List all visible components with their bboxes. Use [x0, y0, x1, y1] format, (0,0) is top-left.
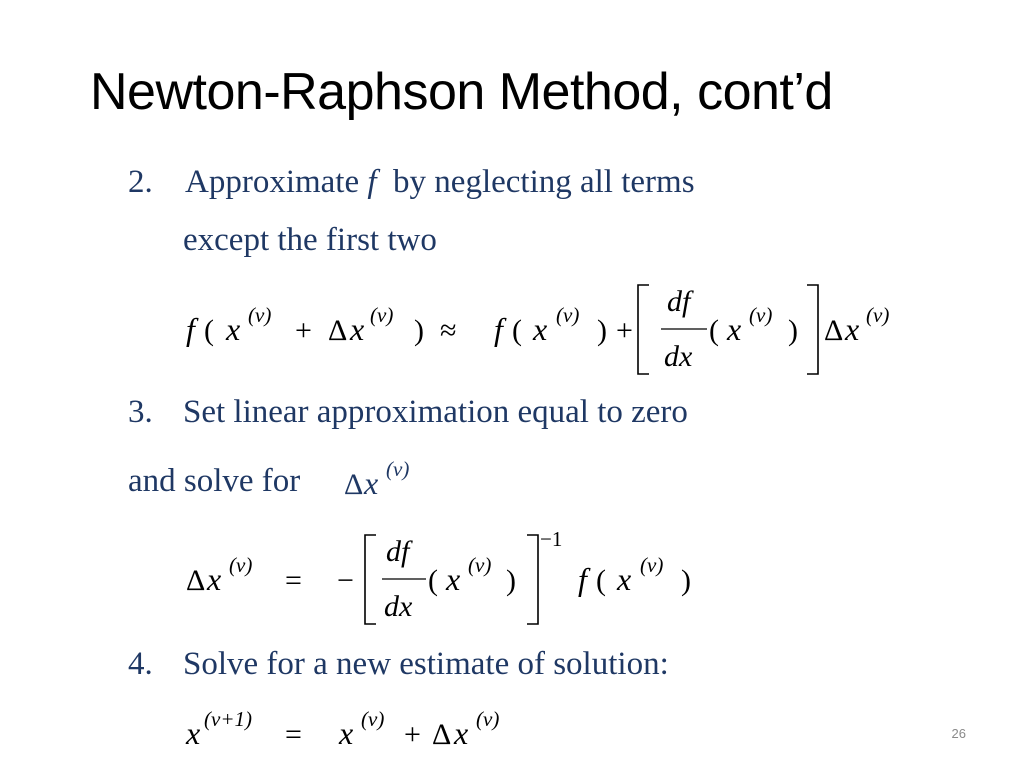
eq1-rparen3: ) [788, 314, 798, 347]
eq2-lparen: ( [428, 564, 438, 597]
eq1-rparen: ) [414, 314, 424, 347]
eq3-x3: x [454, 715, 469, 751]
eq2-minus: − [337, 564, 354, 597]
eq1-x: x [226, 311, 241, 347]
eq2-sup-v2: (v) [468, 553, 492, 577]
eq3-x: x [186, 715, 201, 751]
eq2-f: f [578, 561, 587, 597]
eq1-rparen2: ) [597, 314, 607, 347]
eq1-plus2: + [616, 314, 633, 347]
eq2-sup-v3: (v) [640, 553, 664, 577]
step-4-text: Solve for a new estimate of solution: [183, 646, 669, 682]
eq1-lparen: ( [204, 314, 214, 347]
eq1-dx: dx [664, 340, 693, 373]
eq1-sup-v: (v) [248, 303, 272, 327]
eq1-delta: Δ [328, 314, 348, 347]
eq3-plus: + [404, 718, 421, 751]
s3-delta: Δ [344, 468, 364, 501]
eq2-df: df [386, 535, 410, 568]
eq1-plus: + [295, 314, 312, 347]
eq3-sup-v2: (v) [476, 707, 500, 731]
eq1-delta2: Δ [824, 314, 844, 347]
eq1-sup-v2: (v) [370, 303, 394, 327]
s3-sup-v: (v) [386, 457, 410, 481]
eq2-delta: Δ [186, 564, 206, 597]
eq2-x3: x [617, 561, 632, 597]
eq1-x2: x [350, 311, 365, 347]
eq2-x: x [207, 561, 222, 597]
step-3-number: 3. [128, 394, 153, 430]
eq1-lparen2: ( [512, 314, 522, 347]
eq1-x5: x [845, 311, 860, 347]
step-2-line-2: except the first two [183, 222, 437, 258]
eq1-x3: x [533, 311, 548, 347]
eq1-x4: x [727, 311, 742, 347]
eq2-rparen2: ) [681, 564, 691, 597]
eq2-inverse: −1 [540, 527, 563, 551]
slide-title: Newton-Raphson Method, cont’d [90, 63, 833, 121]
eq1-f2: f [494, 311, 503, 347]
eq1-lparen3: ( [709, 314, 719, 347]
eq2-equals: = [285, 564, 302, 597]
eq3-equals: = [285, 718, 302, 751]
eq3-x2: x [339, 715, 354, 751]
step-2-text-before: Approximate [185, 164, 360, 200]
eq3-sup-v1: (v+1) [204, 707, 252, 731]
eq2-sup-v: (v) [229, 553, 253, 577]
eq1-sup-v4: (v) [749, 303, 773, 327]
page-number: 26 [951, 726, 966, 741]
eq1-sup-v3: (v) [556, 303, 580, 327]
eq1-sup-v5: (v) [866, 303, 890, 327]
step-4-number: 4. [128, 646, 153, 682]
eq1-f: f [186, 311, 195, 347]
s3-x: x [364, 465, 379, 501]
eq1-approx: ≈ [440, 314, 457, 347]
step-2-text-after: by neglecting all terms [393, 164, 695, 200]
step-3-line-2: and solve for [128, 463, 301, 499]
step-3-text: Set linear approximation equal to zero [183, 394, 688, 430]
eq3-delta: Δ [432, 718, 452, 751]
eq2-dx: dx [384, 590, 413, 623]
eq2-x2: x [446, 561, 461, 597]
eq1-df: df [667, 285, 691, 318]
eq3-sup-v: (v) [361, 707, 385, 731]
eq2-lparen2: ( [596, 564, 606, 597]
step-2-f-symbol: f [367, 164, 377, 200]
eq2-rparen: ) [506, 564, 516, 597]
step-2-number: 2. [128, 164, 153, 200]
